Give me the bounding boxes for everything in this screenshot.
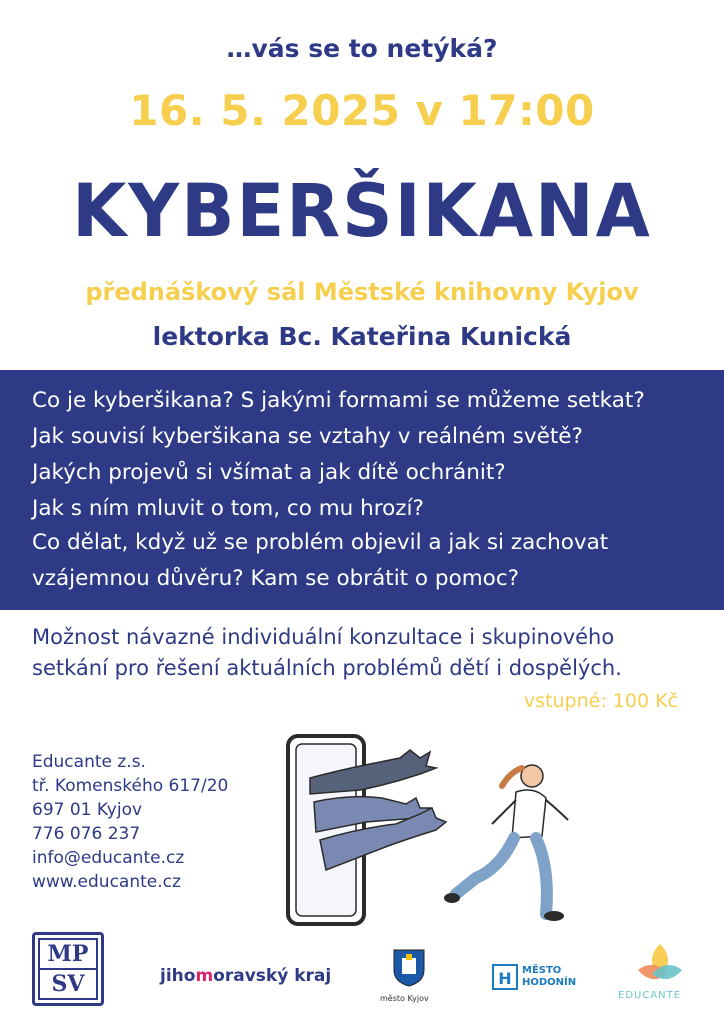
event-lecturer: lektorka Bc. Kateřina Kunická	[152, 322, 572, 351]
illustration	[270, 728, 590, 928]
mpsv-logo-top: MP	[47, 941, 89, 967]
kicker-text: …vás se to netýká?	[226, 34, 498, 63]
educante-logo-icon	[632, 940, 688, 988]
question-item: Jak s ním mluvit o tom, co mu hrozí?	[32, 496, 424, 521]
jmk-logo-part: jiho	[160, 966, 196, 986]
jmk-logo	[160, 966, 331, 986]
page-title: KYBERŠIKANA	[72, 167, 652, 255]
org-name: Educante z.s.	[32, 752, 146, 772]
question-item: Co dělat, když už se problém objevil a jak si zachovat	[32, 530, 609, 555]
questions-panel	[0, 370, 724, 610]
hodonin-line: HODONÍN	[522, 977, 577, 988]
admission-fee: vstupné: 100 Kč	[523, 690, 678, 712]
question-item: Co je kyberšikana? S jakými formami se můžeme setkat?	[32, 388, 645, 413]
hodonin-logo-text	[522, 965, 576, 989]
note-line: setkání pro řešení aktuálních problémů dětí i dospělých.	[32, 656, 622, 680]
website-link[interactable]: www.educante.cz	[32, 872, 181, 892]
jmk-logo-part: oravský kraj	[213, 966, 332, 986]
note-line: Možnost návazné individuální konzultace i skupinového	[32, 625, 615, 649]
address-street: tř. Komenského 617/20	[32, 776, 229, 796]
consultation-note	[32, 622, 712, 684]
mpsv-logo	[32, 932, 104, 1006]
educante-logo-text: EDUCANTE	[618, 990, 682, 1001]
svg-text:H: H	[498, 969, 512, 988]
hodonin-logo-icon	[490, 962, 520, 992]
address-city: 697 01 Kyjov	[32, 800, 143, 820]
question-item: Jak souvisí kyberšikana se vztahy v reálném světě?	[32, 424, 583, 449]
kyjov-coat-of-arms-icon	[392, 948, 426, 988]
hodonin-line: MĚSTO	[522, 965, 562, 976]
running-girl-icon	[444, 765, 568, 921]
jmk-logo-part: m	[195, 966, 214, 986]
event-venue: přednáškový sál Městské knihovny Kyjov	[85, 278, 639, 306]
question-item: vzájemnou důvěru? Kam se obrátit o pomoc?	[32, 566, 520, 591]
phone[interactable]: 776 076 237	[32, 824, 141, 844]
question-item: Jakých projevů si všímat a jak dítě ochránit?	[32, 460, 506, 485]
kyjov-caption: město Kyjov	[380, 994, 429, 1003]
email-link[interactable]: info@educante.cz	[32, 848, 185, 868]
event-datetime: 16. 5. 2025 v 17:00	[129, 86, 595, 135]
mpsv-logo-bottom: SV	[40, 968, 96, 998]
